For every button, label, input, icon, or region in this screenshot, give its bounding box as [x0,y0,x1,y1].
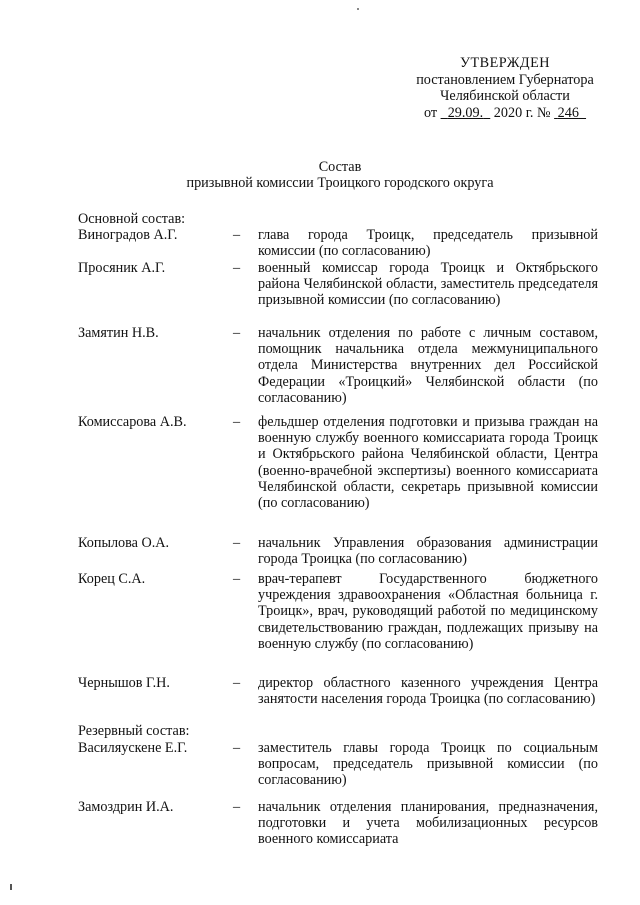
member-position: начальник отделения по работе с личным составом, помощник начальника отдела межмуниципального отдела Министерства внутренних дел Российской Федерации «Троицкий» Челябинской области (по согласованию) [258,325,598,406]
member-name: Комиссарова А.В. [78,414,187,430]
member-name: Замятин Н.В. [78,325,159,341]
approval-line-2: Челябинской области [440,88,570,105]
dash-separator: – [233,571,241,587]
approval-number [554,105,586,121]
approval-stamp [390,55,620,121]
dash-separator: – [233,260,241,276]
dash-separator: – [233,535,241,551]
member-name: Корец С.А. [78,571,146,587]
approval-date-value: 29.09. [447,104,484,121]
date-prefix: от [423,104,438,121]
approval-year: 2020 г. № [493,104,551,121]
dash-separator: – [233,414,241,430]
scan-speck [357,8,359,10]
member-position: фельдшер отделения подготовки и призыва граждан на военную службу военного комиссариата города Троицк и Октябрьского района Челябинской области, Центра (военно-врачебной экспертизы) военного комиссариата Челябинской области, секретарь призывной комиссии (по согласованию) [258,414,598,512]
scan-mark [10,884,12,890]
member-position: начальник Управления образования администрации города Троицка (по согласованию) [258,535,598,568]
member-name: Замоздрин И.А. [78,799,174,815]
member-name: Чернышов Г.Н. [78,675,170,691]
reserve-section-label: Резервный состав: [78,723,190,739]
main-section-label: Основной состав: [78,211,186,227]
member-position: врач-терапевт Государственного бюджетного учреждения здравоохранения «Областная больница г. Троицк», врач, руководящий работой по медицинскому свидетельствованию граждан, подлежащих призыву на военную службу (по согласованию) [258,571,598,652]
member-name: Виноградов А.Г. [78,227,178,243]
member-position: начальник отделения планирования, предназначения, подготовки и учета мобилизационных ресурсов военного комиссариата [258,799,598,848]
member-position: заместитель главы города Троицк по социальным вопросам, председатель призывной комиссии (по согласованию) [258,740,598,789]
dash-separator: – [233,799,241,815]
dash-separator: – [233,325,241,341]
approval-date-line [390,105,620,121]
member-position: глава города Троицк, председатель призывной комиссии (по согласованию) [258,227,598,260]
approval-number-value: 246 [557,104,579,121]
member-position: директор областного казенного учреждения Центра занятости населения города Троицка (по согласованию) [258,675,598,708]
member-name: Копылова О.А. [78,535,170,551]
dash-separator: – [233,675,241,691]
member-name: Просяник А.Г. [78,260,166,276]
dash-separator: – [233,227,241,243]
member-position: военный комиссар города Троицк и Октябрьского района Челябинской области, заместитель председателя призывной комиссии (по согласованию) [258,260,598,309]
member-name: Василяускене Е.Г. [78,740,188,756]
approval-heading: УТВЕРЖДЕН [459,55,551,71]
title-line-2: призывной комиссии Троицкого городского округа [186,175,494,192]
dash-separator: – [233,740,241,756]
approval-date [441,105,491,121]
document-title [40,159,640,191]
approval-line-1: постановлением Губернатора [416,72,594,89]
title-line-1: Состав [318,159,362,175]
